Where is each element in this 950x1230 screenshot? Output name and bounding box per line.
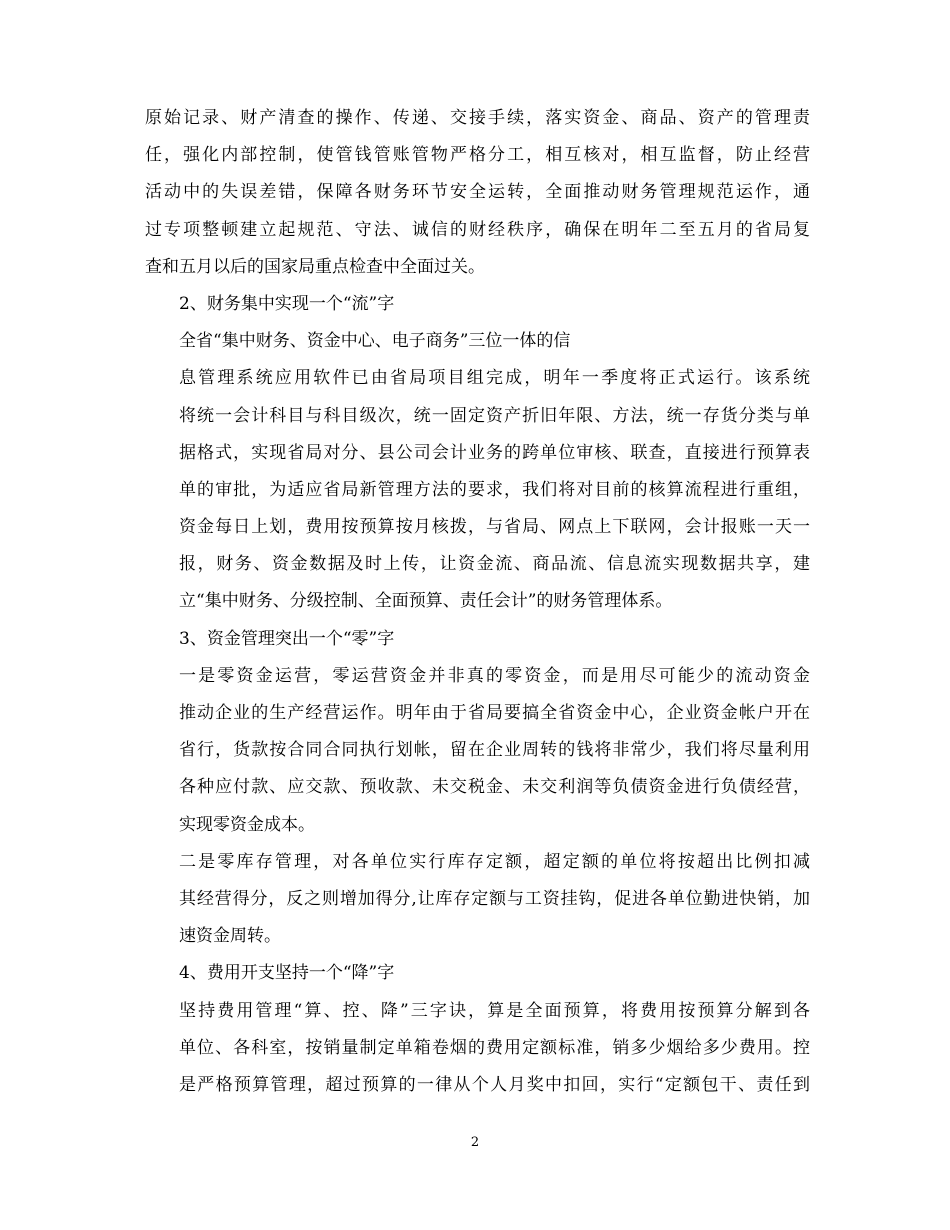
text-line: 一是零资金运营，零运营资金并非真的零资金，而是用尽可能少的流动资金 [179, 665, 810, 686]
text-line: 息管理系统应用软件已由省局项目组完成，明年一季度将正式运行。该系统 [179, 368, 810, 389]
text-line: 省行，货款按合同合同执行划帐，留在企业周转的钱将非常少，我们将尽量利用 [179, 740, 810, 761]
text-line: 2、财务集中实现一个“流”字 [179, 293, 395, 314]
text-line: 资金每日上划，费用按预算按月核拨，与省局、网点上下联网，会计报账一天一 [179, 517, 810, 538]
text-line: 速资金周转。 [179, 926, 281, 947]
text-line: 立“集中财务、分级控制、全面预算、责任会计”的财务管理体系。 [179, 591, 673, 612]
text-line: 据格式，实现省局对分、县公司会计业务的跨单位审核、联查，直接进行预算表 [179, 442, 810, 463]
text-line: 报，财务、资金数据及时上传，让资金流、商品流、信息流实现数据共享，建 [179, 554, 810, 575]
text-line: 单的审批，为适应省局新管理方法的要求，我们将对目前的核算流程进行重组， [179, 479, 810, 500]
text-line: 全省“集中财务、资金中心、电子商务”三位一体的信 [179, 331, 571, 352]
text-line: 4、费用开支坚持一个“降”字 [179, 963, 395, 984]
page-number: 2 [470, 1135, 480, 1150]
text-line: 推动企业的生产经营运作。明年由于省局要搞全省资金中心，企业资金帐户开在 [179, 703, 810, 723]
text-line: 任，强化内部控制，使管钱管账管物严格分工，相互核对，相互监督，防止经营 [145, 145, 810, 166]
text-line: 过专项整顿建立起规范、守法、诚信的财经秩序，确保在明年二至五月的省局复 [145, 219, 810, 240]
text-line: 坚持费用管理“算、控、降”三字诀，算是全面预算，将费用按预算分解到各 [179, 1000, 810, 1021]
text-line: 3、资金管理突出一个“零”字 [179, 628, 395, 649]
text-line: 将统一会计科目与科目级次，统一固定资产折旧年限、方法，统一存货分类与单 [179, 405, 810, 426]
text-line: 各种应付款、应交款、预收款、未交税金、未交利润等负债资金进行负债经营， [179, 777, 810, 798]
document-body [145, 100, 810, 1104]
text-line: 单位、各科室，按销量制定单箱卷烟的费用定额标准，销多少烟给多少费用。控 [179, 1037, 810, 1058]
text-line: 查和五月以后的国家局重点检查中全面过关。 [145, 256, 485, 277]
text-line: 实现零资金成本。 [179, 814, 315, 835]
text-line: 其经营得分，反之则增加得分,让库存定额与工资挂钩，促进各单位勤进快销，加 [179, 888, 810, 909]
text-line: 二是零库存管理，对各单位实行库存定额，超定额的单位将按超出比例扣减 [179, 851, 810, 872]
text-line: 是严格预算管理，超过预算的一律从个人月奖中扣回，实行“定额包干、责任到 [179, 1074, 810, 1095]
text-line: 活动中的失误差错，保障各财务环节安全运转，全面推动财务管理规范运作，通 [145, 182, 810, 203]
text-line: 原始记录、财产清查的操作、传递、交接手续，落实资金、商品、资产的管理责 [145, 108, 810, 128]
